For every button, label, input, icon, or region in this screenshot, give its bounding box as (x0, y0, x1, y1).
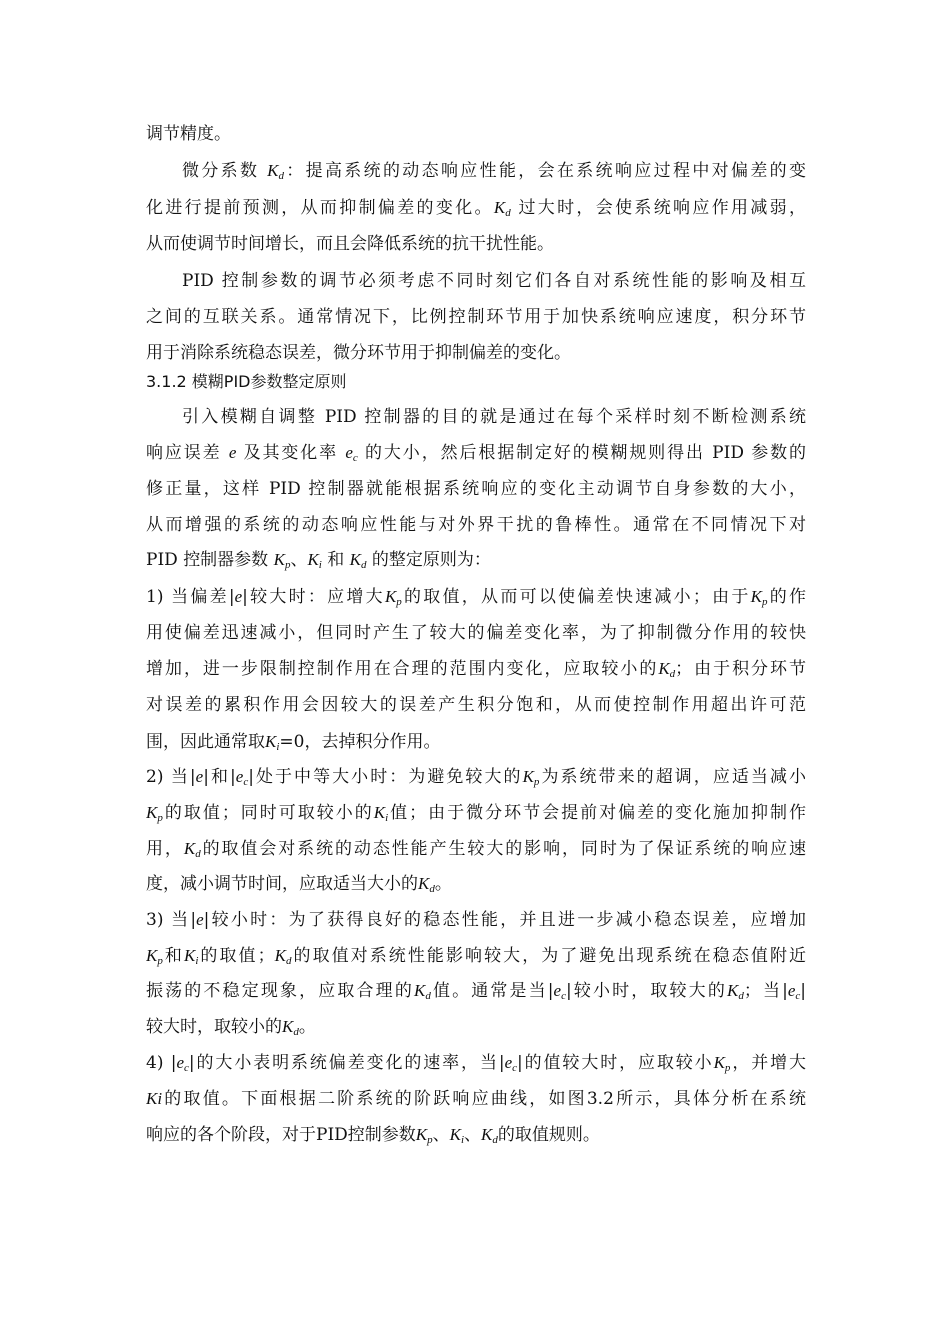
list-item-line: $K_p$的取值；同时可取较小的$K_i$值；由于微分环节会提前对偏差的变化施加抑制作 (146, 803, 806, 824)
text-line: 用于消除系统稳态误差，微分环节用于抑制偏差的变化。 (146, 343, 571, 363)
list-item-line: 3) 当|e|较小时：为了获得良好的稳态性能，并且进一步减小稳态误差，应增加 (146, 910, 806, 930)
list-item-line: 用使偏差迅速减小，但同时产生了较大的偏差变化率，为了抑制微分作用的较快 (146, 623, 806, 643)
list-item-line: 度，减小调节时间，应取适当大小的$K_d$。 (146, 874, 452, 895)
text-line: 引入模糊自调整 PID 控制器的目的就是通过在每个采样时刻不断检测系统 (182, 407, 806, 427)
list-item-line: 围，因此通常取$K_i=0$，去掉积分作用。 (146, 732, 441, 753)
section-heading: 3.1.2 模糊PID参数整定原则 (146, 372, 347, 391)
list-item-line: 对误差的累积作用会因较大的误差产生积分饱和，从而使控制作用超出许可范 (146, 695, 806, 715)
text-line: PID 控制器参数 $K_p$、$K_i$ 和 $K_d$ 的整定原则为： (146, 550, 491, 571)
text-line: 之间的互联关系。通常情况下，比例控制环节用于加快系统响应速度，积分环节 (146, 307, 806, 327)
text-line: 化进行提前预测，从而抑制偏差的变化。$K_d$ 过大时，会使系统响应作用减弱， (146, 198, 806, 219)
text-line: 修正量，这样 PID 控制器就能根据系统响应的变化主动调节自身参数的大小， (146, 479, 806, 499)
text-line: 调节精度。 (146, 124, 231, 144)
list-item-line: $K_p$和$K_i$的取值；$K_d$的取值对系统性能影响较大，为了避免出现系统在稳态值附近 (146, 946, 806, 967)
text-line: 微分系数 $K_d$：提高系统的动态响应性能，会在系统响应过程中对偏差的变 (182, 161, 806, 182)
list-item-line: Ki的取值。下面根据二阶系统的阶跃响应曲线，如图3.2所示，具体分析在系统 (146, 1089, 806, 1109)
list-item-line: 振荡的不稳定现象，应取合理的$K_d$值。通常是当$|e_c|$较小时，取较大的$K_d$；当$|e_c|$ (146, 981, 806, 1002)
text-line: 响应误差 e 及其变化率 $e_c$ 的大小，然后根据制定好的模糊规则得出 PID 参数的 (146, 443, 806, 464)
list-item-line: 4) $|e_c|$的大小表明系统偏差变化的速率，当$|e_c|$的值较大时，应取较小$K_p$，并增大 (146, 1053, 806, 1074)
list-item-line: 1) 当偏差|e|较大时：应增大$K_p$的取值，从而可以使偏差快速减小；由于$K_p$的作 (146, 587, 806, 608)
list-item-line: 增加，进一步限制控制作用在合理的范围内变化，应取较小的$K_d$；由于积分环节 (146, 659, 806, 680)
list-item-line: 用，$K_d$的取值会对系统的动态性能产生较大的影响，同时为了保证系统的响应速 (146, 839, 806, 860)
list-item-line: 2) 当|e|和$|e_c|$处于中等大小时：为避免较大的$K_p$为系统带来的超调，应适当减小 (146, 767, 806, 788)
text-line: PID 控制参数的调节必须考虑不同时刻它们各自对系统性能的影响及相互 (182, 271, 806, 291)
text-line: 从而增强的系统的动态响应性能与对外界干扰的鲁棒性。通常在不同情况下对 (146, 515, 806, 535)
list-item-line: 响应的各个阶段，对于PID控制参数$K_p$、$K_i$、$K_d$的取值规则。 (146, 1125, 600, 1146)
text-line: 从而使调节时间增长，而且会降低系统的抗干扰性能。 (146, 234, 554, 254)
list-item-line: 较大时，取较小的$K_d$。 (146, 1017, 316, 1038)
